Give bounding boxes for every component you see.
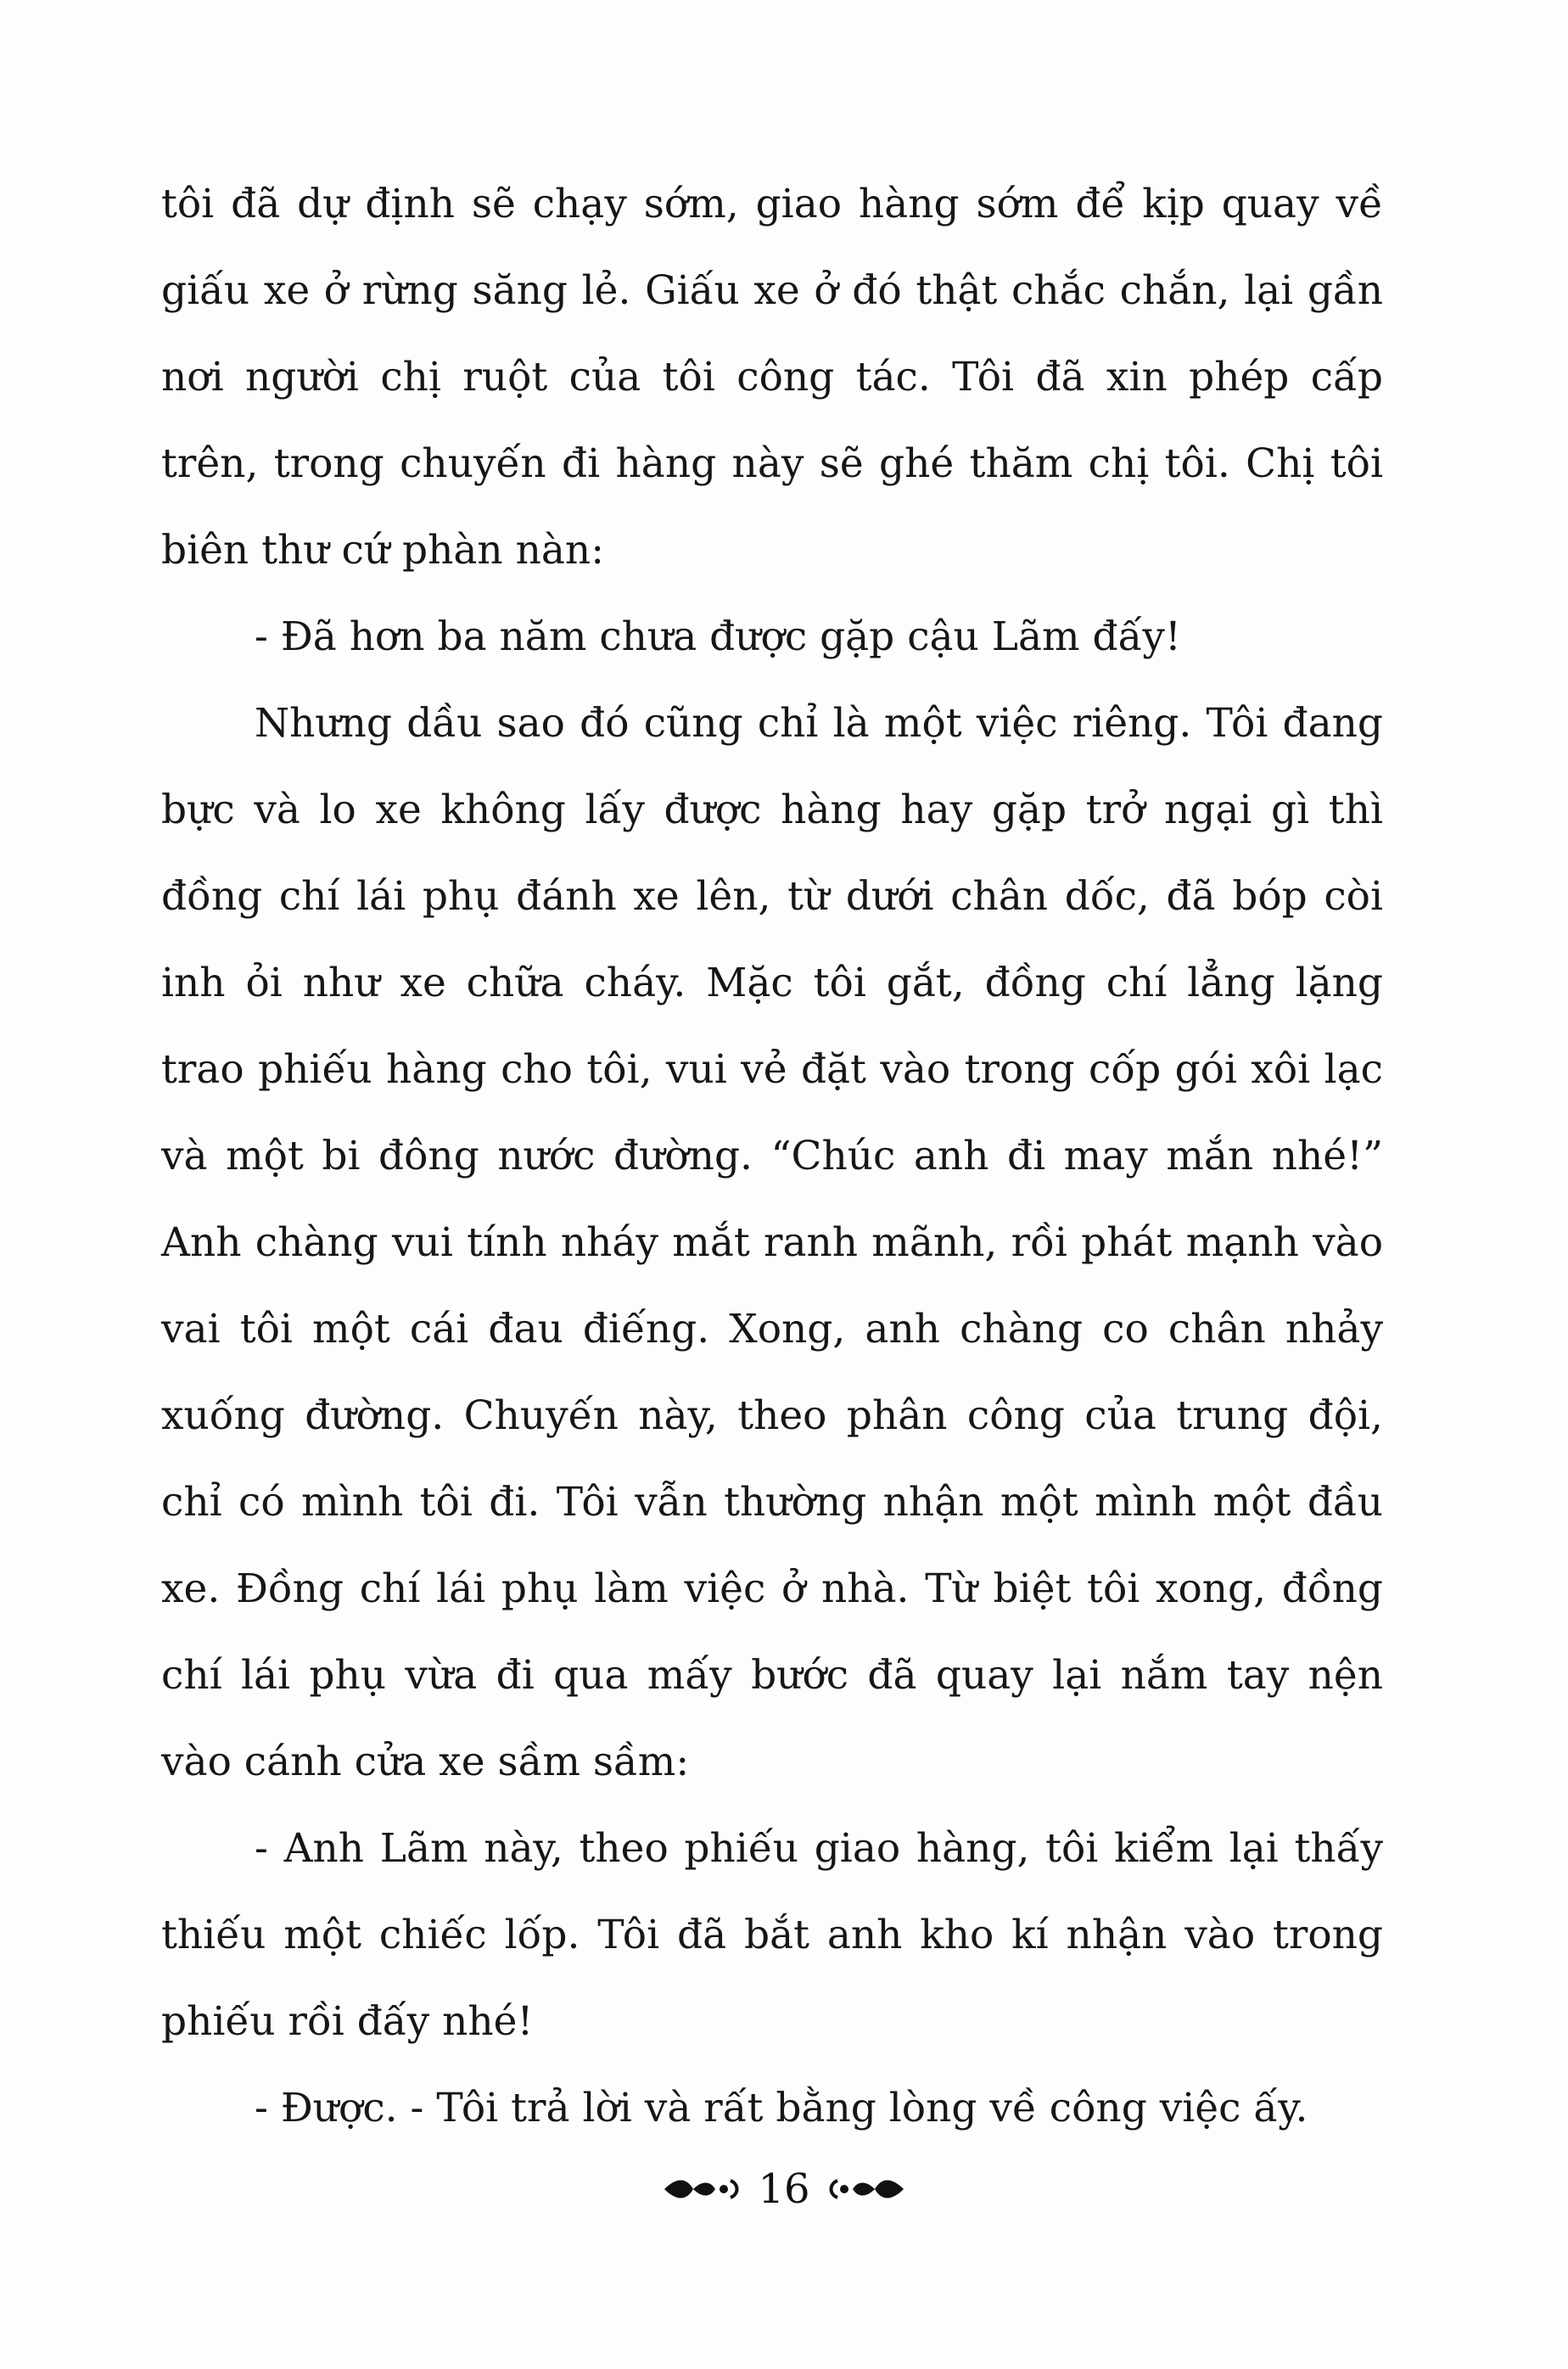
page-footer (0, 2155, 1568, 2223)
paragraph-1: tôi đã dự định sẽ chạy sớm, giao hàng sớm để kịp quay về giấu xe ở rừng săng lẻ. Giấu xe ở đó thật chắc chắn, lại gần nơi người chị ruột của tôi công tác. Tôi đã xin phép cấp trên, trong chuyến đi hàng này sẽ ghé thăm chị tôi. Chị tôi biên thư cứ phàn nàn: (161, 181, 1383, 574)
book-page-body (161, 161, 1383, 2240)
left-flourish-icon (661, 2172, 746, 2206)
paragraph-4: - Anh Lãm này, theo phiếu giao hàng, tôi kiểm lại thấy thiếu một chiếc lốp. Tôi đã bắt anh kho kí nhận vào trong phiếu rồi đấy nhé! (161, 1825, 1383, 2045)
paragraph-3: Nhưng dầu sao đó cũng chỉ là một việc riêng. Tôi đang bực và lo xe không lấy được hàng hay gặp trở ngại gì thì đồng chí lái phụ đánh xe lên, từ dưới chân dốc, đã bóp còi inh ỏi như xe chữa cháy. Mặc tôi gắt, đồng chí lẳng lặng trao phiếu hàng cho tôi, vui vẻ đặt vào trong cốp gói xôi lạc và một bi đông nước đường. “Chúc anh đi may mắn nhé!” Anh chàng vui tính nháy mắt ranh mãnh, rồi phát mạnh vào vai tôi một cái đau điếng. Xong, anh chàng co chân nhảy xuống đường. Chuyến này, theo phân công của trung đội, chỉ có mình tôi đi. Tôi vẫn thường nhận một mình một đầu xe. Đồng chí lái phụ làm việc ở nhà. Từ biệt tôi xong, đồng chí lái phụ vừa đi qua mấy bước đã quay lại nắm tay nện vào cánh cửa xe sầm sầm: (161, 700, 1383, 1785)
paragraph-2: - Đã hơn ba năm chưa được gặp cậu Lãm đấy! (255, 613, 1181, 660)
page-number: 16 (758, 2165, 810, 2213)
paragraph-5: - Được. - Tôi trả lời và rất bằng lòng về công việc ấy. (255, 2085, 1308, 2131)
right-flourish-icon (822, 2172, 907, 2206)
